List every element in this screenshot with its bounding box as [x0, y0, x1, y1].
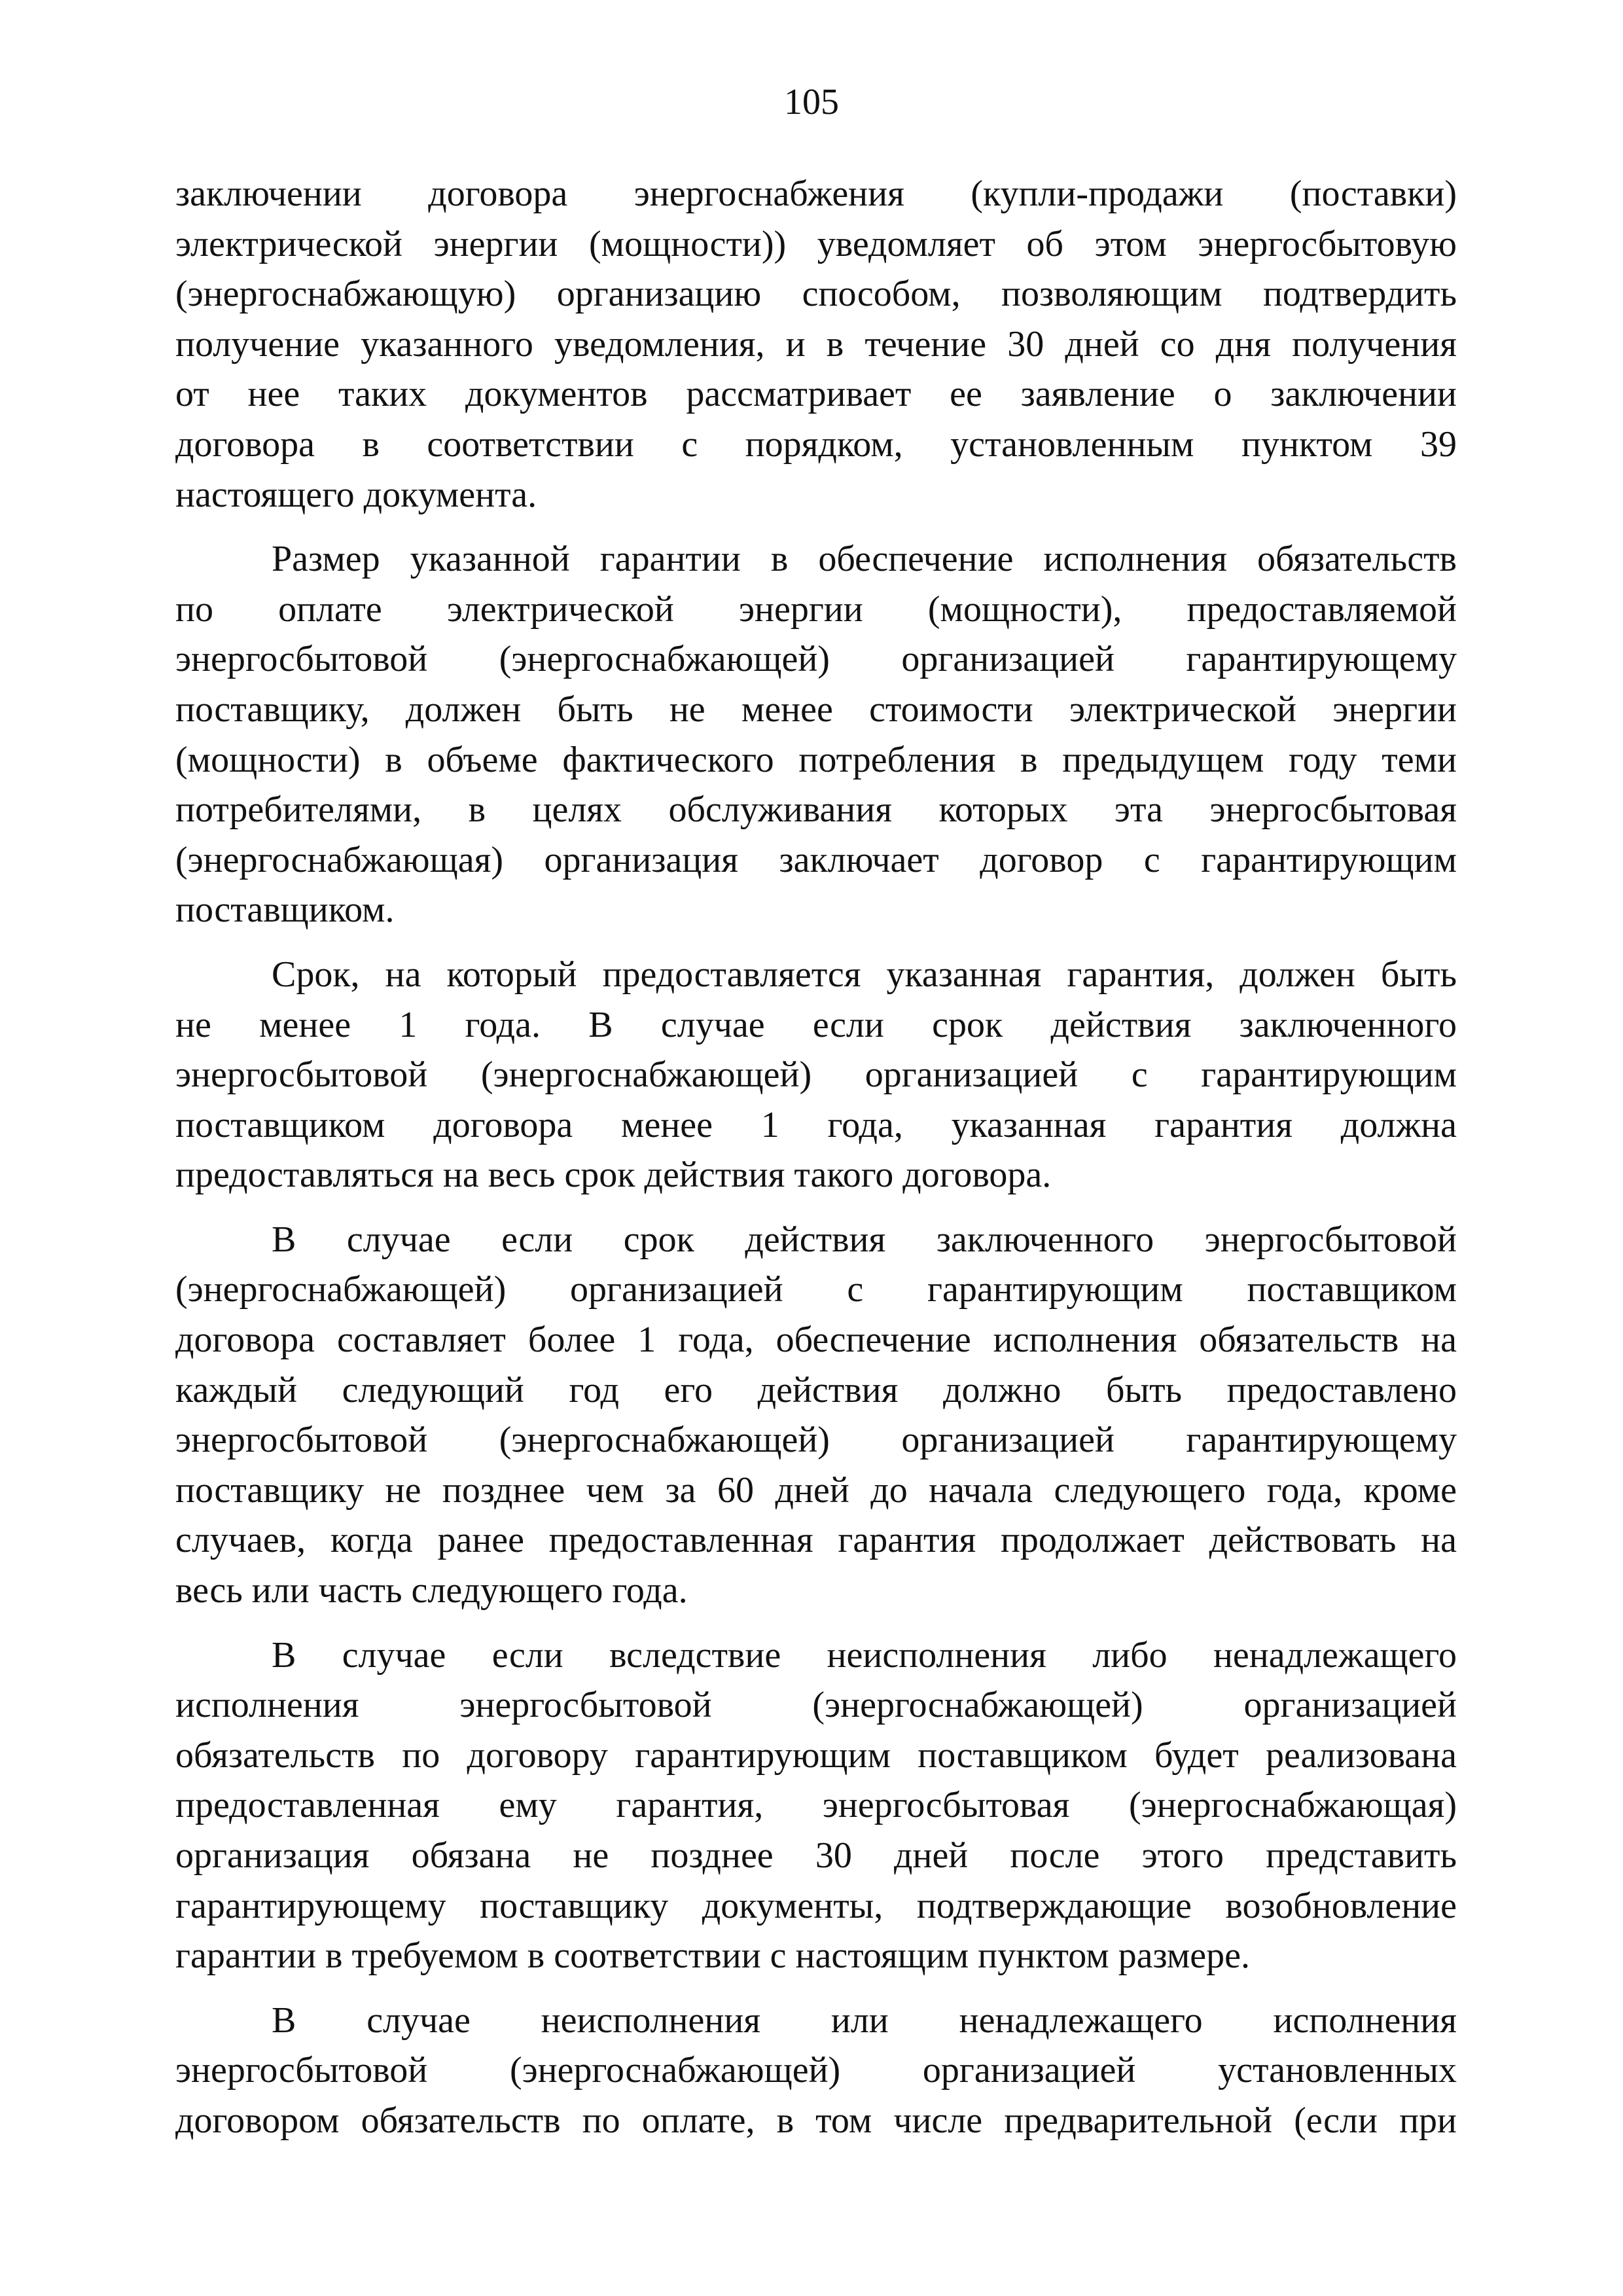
paragraph-4 — [175, 1215, 1457, 1616]
text-line: энергосбытовой (энергоснабжающей) организацией установленных — [175, 2050, 1457, 2091]
text-line: электрической энергии (мощности)) уведомляет об этом энергосбытовую — [175, 223, 1457, 264]
text-line: по оплате электрической энергии (мощности), предоставляемой — [175, 588, 1457, 630]
text-line: договора составляет более 1 года, обеспечение исполнения обязательств на — [175, 1319, 1457, 1361]
text-line: поставщиком. — [175, 889, 395, 931]
paragraph-2 — [175, 534, 1457, 935]
page-number: 105 — [784, 82, 839, 122]
text-line: Срок, на который предоставляется указанная гарантия, должен быть — [272, 954, 1457, 995]
text-line: В случае если срок действия заключенного энергосбытовой — [272, 1219, 1457, 1260]
text-line: поставщику, должен быть не менее стоимости электрической энергии — [175, 689, 1457, 730]
text-line: потребителями, в целях обслуживания которых эта энергосбытовая — [175, 789, 1457, 831]
text-line: не менее 1 года. В случае если срок действия заключенного — [175, 1004, 1457, 1045]
text-line: (мощности) в объеме фактического потребления в предыдущем году теми — [175, 739, 1457, 780]
text-line: организация обязана не позднее 30 дней после этого представить — [175, 1835, 1457, 1876]
text-line: предоставленная ему гарантия, энергосбытовая (энергоснабжающая) — [175, 1785, 1457, 1826]
text-line: энергосбытовой (энергоснабжающей) организацией гарантирующему — [175, 1420, 1457, 1461]
document-body — [175, 169, 1457, 2146]
text-line: заключении договора энергоснабжения (купли-продажи (поставки) — [175, 173, 1457, 214]
text-line: (энергоснабжающая) организация заключает договор с гарантирующим — [175, 839, 1457, 880]
text-line: от нее таких документов рассматривает ее заявление о заключении — [175, 374, 1457, 415]
text-line: получение указанного уведомления, и в течение 30 дней со дня получения — [175, 323, 1457, 365]
text-line: случаев, когда ранее предоставленная гарантия продолжает действовать на — [175, 1520, 1457, 1561]
text-line: энергосбытовой (энергоснабжающей) организацией гарантирующему — [175, 639, 1457, 680]
paragraph-6 — [175, 1996, 1457, 2146]
text-line: предоставляться на весь срок действия такого договора. — [175, 1155, 1052, 1196]
text-line: Размер указанной гарантии в обеспечение исполнения обязательств — [272, 539, 1457, 580]
paragraph-3 — [175, 950, 1457, 1200]
text-line: исполнения энергосбытовой (энергоснабжающей) организацией — [175, 1685, 1457, 1726]
text-line: (энергоснабжающей) организацией с гарантирующим поставщиком — [175, 1269, 1457, 1310]
text-line: гарантирующему поставщику документы, подтверждающие возобновление — [175, 1885, 1457, 1926]
text-line: энергосбытовой (энергоснабжающей) организацией с гарантирующим — [175, 1054, 1457, 1096]
text-line: обязательств по договору гарантирующим поставщиком будет реализована — [175, 1734, 1457, 1776]
text-line: В случае если вследствие неисполнения либо ненадлежащего — [272, 1634, 1457, 1676]
text-line: настоящего документа. — [175, 474, 537, 515]
text-line: договором обязательств по оплате, в том числе предварительной (если при — [175, 2100, 1457, 2141]
text-line: весь или часть следующего года. — [175, 1570, 688, 1611]
paragraph-1 — [175, 169, 1457, 520]
text-line: каждый следующий год его действия должно быть предоставлено — [175, 1369, 1457, 1410]
text-line: В случае неисполнения или ненадлежащего исполнения — [272, 2000, 1457, 2041]
text-line: гарантии в требуемом в соответствии с настоящим пунктом размере. — [175, 1935, 1250, 1977]
text-line: поставщику не позднее чем за 60 дней до начала следующего года, кроме — [175, 1469, 1457, 1511]
paragraph-5 — [175, 1630, 1457, 1981]
text-line: (энергоснабжающую) организацию способом, позволяющим подтвердить — [175, 274, 1457, 315]
text-line: договора в соответствии с порядком, установленным пунктом 39 — [175, 423, 1457, 465]
text-line: поставщиком договора менее 1 года, указанная гарантия должна — [175, 1104, 1457, 1145]
